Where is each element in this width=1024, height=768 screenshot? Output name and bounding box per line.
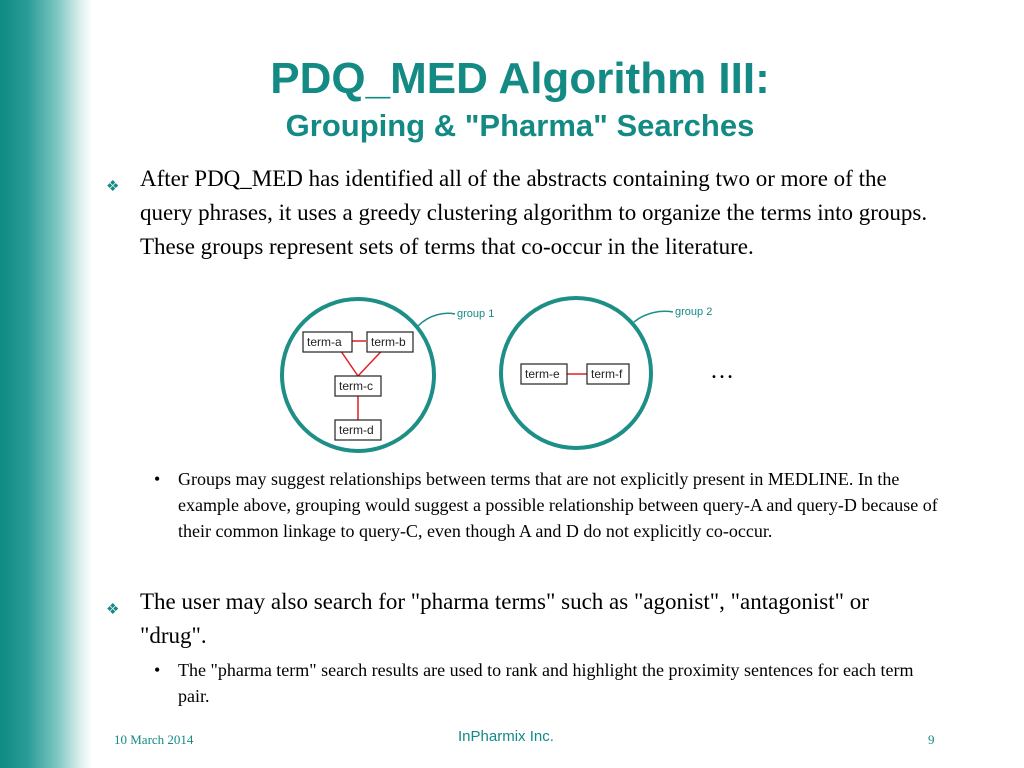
term-e-label: term-e (525, 367, 560, 381)
group1-label: group 1 (457, 308, 495, 320)
term-d-label: term-d (339, 423, 374, 437)
footer-date: 10 March 2014 (114, 732, 194, 747)
sub-bullet-text: The "pharma term" search results are used to rank and highlight the proximity sentences for each term pair. (178, 660, 914, 706)
slide-title: PDQ_MED Algorithm III: (270, 54, 770, 103)
term-a-label: term-a (307, 335, 342, 349)
grouping-diagram (270, 292, 750, 454)
group1-callout-line (418, 313, 455, 326)
group2-label: group 2 (675, 306, 713, 318)
sub-bullet-text: Groups may suggest relationships between terms that are not explicitly present in MEDLINE. In the example above, grouping would suggest a possible relationship between query-A and query-D because of their common linkage to query-C, even though A and D do not explicitly co-occur. (178, 469, 938, 541)
group2-callout-line (634, 311, 673, 322)
term-f-label: term-f (591, 367, 623, 381)
bullet-text: The user may also search for "pharma terms" such as "agonist", "antagonist" or "drug". (140, 589, 869, 648)
term-b-label: term-b (371, 335, 406, 349)
sub-bullet-dot: • (154, 469, 161, 489)
page-number: 9 (928, 732, 935, 747)
diamond-bullet-icon: ❖ (106, 602, 120, 618)
diamond-bullet-icon: ❖ (106, 179, 120, 195)
sub-bullet-dot: • (154, 660, 161, 680)
term-c-label: term-c (339, 379, 373, 393)
bullet-text: After PDQ_MED has identified all of the abstracts containing two or more of the query phrases, it uses a greedy clustering algorithm to organize the terms into groups. These groups represent sets of terms that co-occur in the literature. (140, 166, 928, 259)
side-gradient-band (0, 0, 92, 768)
ellipsis: … (710, 358, 734, 384)
slide-subtitle: Grouping & "Pharma" Searches (285, 108, 755, 143)
footer-company: InPharmix Inc. (458, 728, 554, 745)
